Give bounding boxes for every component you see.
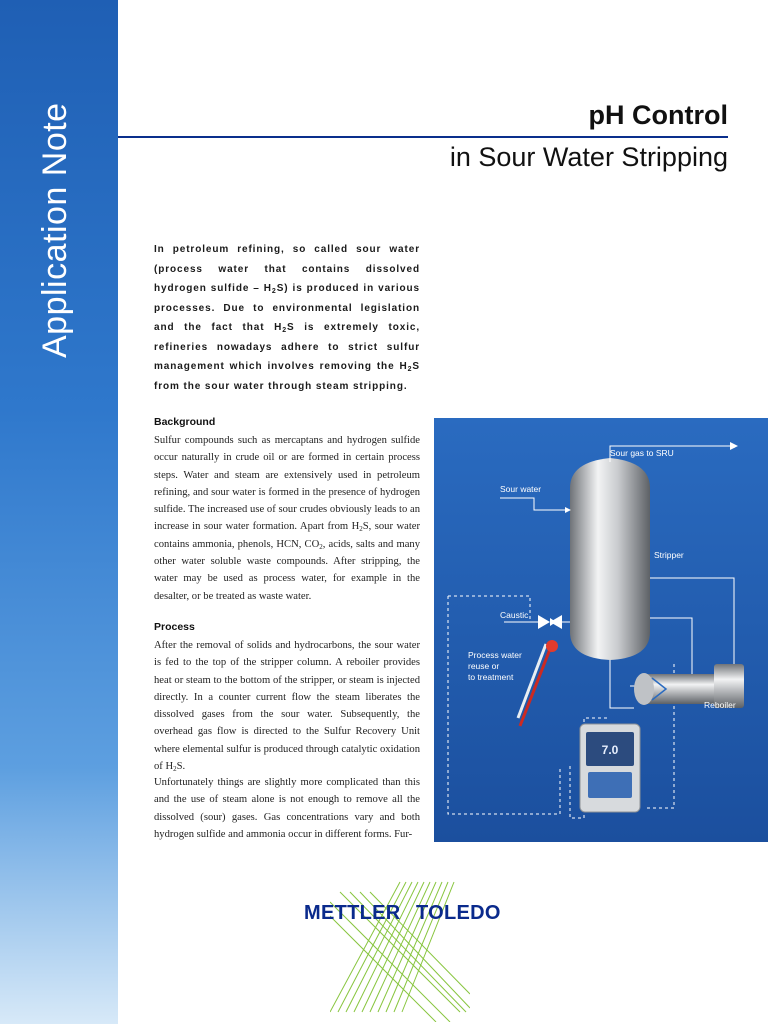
- label-process-water: Process water: [468, 650, 522, 660]
- process-paragraph: After the removal of solids and hydrocarbons, the sour water is fed to the top of the stripper column. A reboiler provides heat or steam to the bottom of the stripper, or steam is injected directly. In a counter current flow the steam liberates the dissolved gases from the sour water. Subsequently, the overhead gas flow is directed to the Sulfur Recovery Unit where elemental sulfur is produced through catalytic oxidation of $H_2S$.: [154, 640, 420, 774]
- title-rule: [118, 136, 728, 138]
- process-heading: Process: [154, 621, 195, 633]
- logo-text-toledo: TOLEDO: [416, 902, 501, 924]
- process-paragraph-2: Unfortunately things are slightly more complicated than this and the use of steam alone is not enough to remove all the dissolved (sour) gases. Gas concentrations vary and both hydrogen sulfide and ammonia occur in different forms. Fur-: [154, 777, 420, 840]
- transmitter-device: [580, 724, 640, 812]
- background-paragraph: Sulfur compounds such as mercaptans and hydrogen sulfide occur naturally in crude oil or are formed in certain process steps. Water and steam are extensively used in petroleum refining, and sour water is formed in the presence of hydrogen sulfide. The increased use of sour crudes obviously leads to an increase in sour water formation. Apart from $H_2S$, sour water contains ammonia, phenols, HCN, $CO_2$, acids, salts and many other water soluble waste compounds. After stripping, the water may be used as process water, for example in the desalter, or be treated as waste water.: [154, 435, 421, 602]
- document-type-label: Application Note: [36, 102, 74, 358]
- label-stripper: Stripper: [654, 550, 684, 560]
- label-sour-gas: Sour gas to SRU: [610, 448, 674, 458]
- stripper-vessel: [570, 458, 650, 660]
- page-title: pH Control: [588, 100, 728, 130]
- logo-graphic: [330, 872, 470, 1022]
- label-reuse: reuse or: [468, 661, 500, 671]
- logo-text-mettler: METTLER: [304, 902, 401, 924]
- label-sour-water: Sour water: [500, 484, 542, 494]
- background-heading: Background: [154, 416, 216, 428]
- label-reboiler: Reboiler: [704, 700, 736, 710]
- intro-paragraph: In petroleum refining, so called sour water (process water that contains dissolved hydrogen sulfide – $H_2S$) is produced in various processes. Due to environmental legislation and the fact that $H_2S$ is extremely toxic, refineries nowadays adhere to strict sulfur management which involves removing the $H_2S$ from the sour water through steam stripping.: [154, 244, 421, 392]
- page-subtitle: in Sour Water Stripping: [449, 142, 728, 172]
- process-diagram: [434, 418, 768, 842]
- transmitter-display-value: 7.0: [601, 743, 619, 757]
- label-caustic: Caustic: [500, 610, 529, 620]
- label-to-treatment: to treatment: [468, 672, 514, 682]
